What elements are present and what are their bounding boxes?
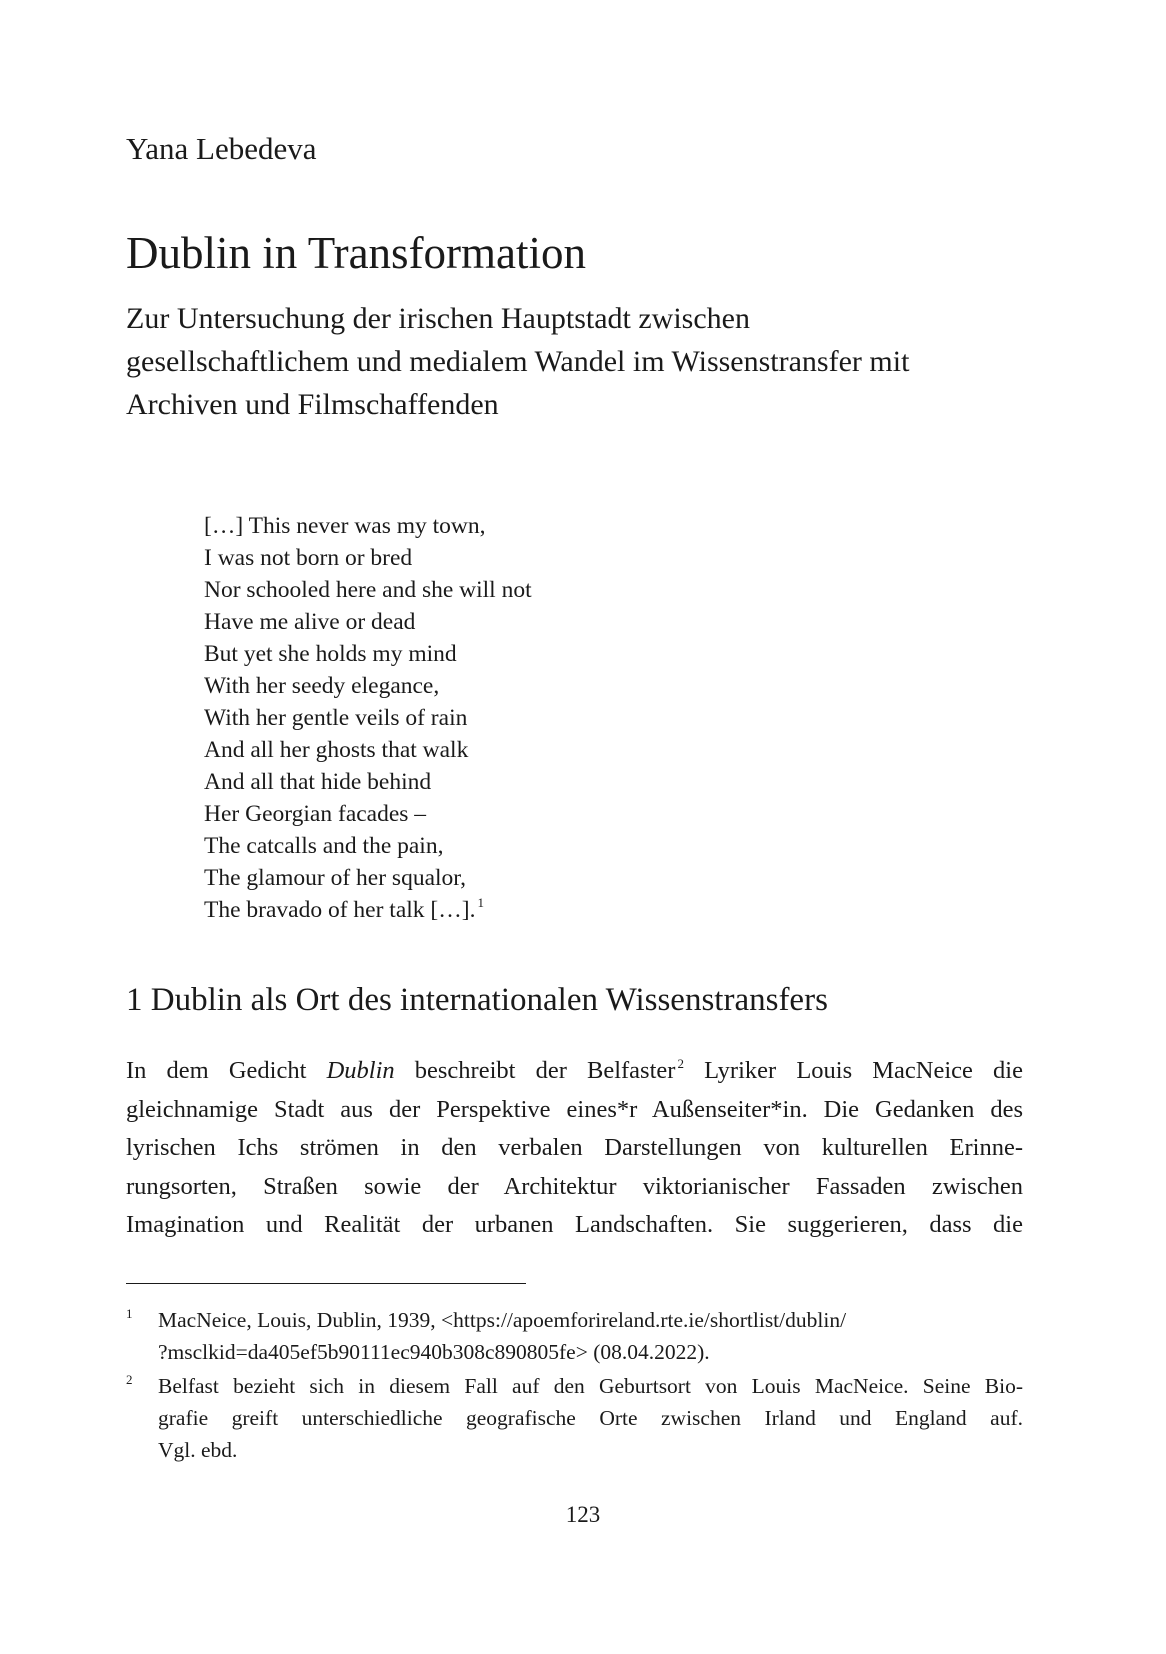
footnote-number: 1 <box>126 1306 133 1321</box>
section-heading: 1 Dublin als Ort des internationalen Wissenstransfers <box>126 982 828 1018</box>
footnote-divider <box>126 1283 526 1284</box>
page-number: 123 <box>565 1502 601 1527</box>
line-text: Lyriker Louis MacNeice die <box>683 1057 1023 1084</box>
poem-line: The catcalls and the pain, <box>204 833 444 859</box>
footnote-number: 2 <box>126 1372 133 1387</box>
poem-line: […] This never was my town, <box>204 513 486 539</box>
paragraph-line: gleichnamige Stadt aus der Perspektive eines*r Außenseiter*in. Die Gedanken des <box>126 1095 1023 1123</box>
poem-line: With her seedy elegance, <box>204 673 440 699</box>
poem-epigraph <box>204 510 532 926</box>
footnote-line: Belfast bezieht sich in diesem Fall auf den Geburtsort von Louis MacNeice. Seine Bio- <box>158 1374 1023 1398</box>
poem-line: I was not born or bred <box>204 545 413 571</box>
subtitle-line: Zur Untersuchung der irischen Hauptstadt zwischen <box>126 302 750 335</box>
poem-line: With her gentle veils of rain <box>204 705 468 731</box>
footnote-line: MacNeice, Louis, Dublin, 1939, <https://apoemforireland.rte.ie/shortlist/dublin/ <box>158 1308 847 1332</box>
body-paragraph <box>126 1052 1023 1245</box>
poem-line: But yet she holds my mind <box>204 641 457 667</box>
poem-line: Have me alive or dead <box>204 609 416 635</box>
footnotes <box>126 1304 1023 1468</box>
poem-line-text: The bravado of her talk […]. <box>204 897 476 923</box>
subtitle-line: gesellschaftlichem und medialem Wandel im Wissenstransfer mit <box>126 345 910 378</box>
paragraph-line: Imagination und Realität der urbanen Landschaften. Sie suggerieren, dass die <box>126 1211 1023 1238</box>
footnote-line: ?msclkid=da405ef5b90111ec940b308c890805fe> (08.04.2022). <box>158 1340 710 1364</box>
line-text: beschreibt der Belfaster <box>394 1057 676 1084</box>
paragraph-line: lyrischen Ichs strömen in den verbalen Darstellungen von kulturellen Erinne- <box>126 1134 1023 1161</box>
poem-line: And all that hide behind <box>204 769 432 795</box>
paragraph-line <box>126 1052 1023 1091</box>
poem-line: Nor schooled here and she will not <box>204 577 532 603</box>
line-text: In dem Gedicht <box>126 1057 327 1084</box>
footnote-line: grafie greift unterschiedliche geografische Orte zwischen Irland und England auf. <box>158 1406 1023 1430</box>
footnote-reference-2[interactable]: 2 <box>677 1056 684 1071</box>
footnote-reference-1[interactable]: 1 <box>477 895 484 910</box>
poem-line: The glamour of her squalor, <box>204 865 467 891</box>
subtitle-line: Archiven und Filmschaffenden <box>126 388 499 421</box>
poem-line: And all her ghosts that walk <box>204 737 469 763</box>
poem-line-last <box>204 894 532 926</box>
footnote-line: Vgl. ebd. <box>158 1438 238 1462</box>
chapter-title: Dublin in Transformation <box>126 228 587 278</box>
footnote-1 <box>126 1304 1023 1368</box>
chapter-subtitle <box>126 297 1046 426</box>
author-name: Yana Lebedeva <box>126 131 317 166</box>
footnote-2 <box>126 1370 1023 1466</box>
poem-title-reference: Dublin <box>326 1057 395 1084</box>
paragraph-line: rungsorten, Straßen sowie der Architektur viktorianischer Fassaden zwischen <box>126 1172 1023 1200</box>
poem-line: Her Georgian facades – <box>204 801 427 827</box>
